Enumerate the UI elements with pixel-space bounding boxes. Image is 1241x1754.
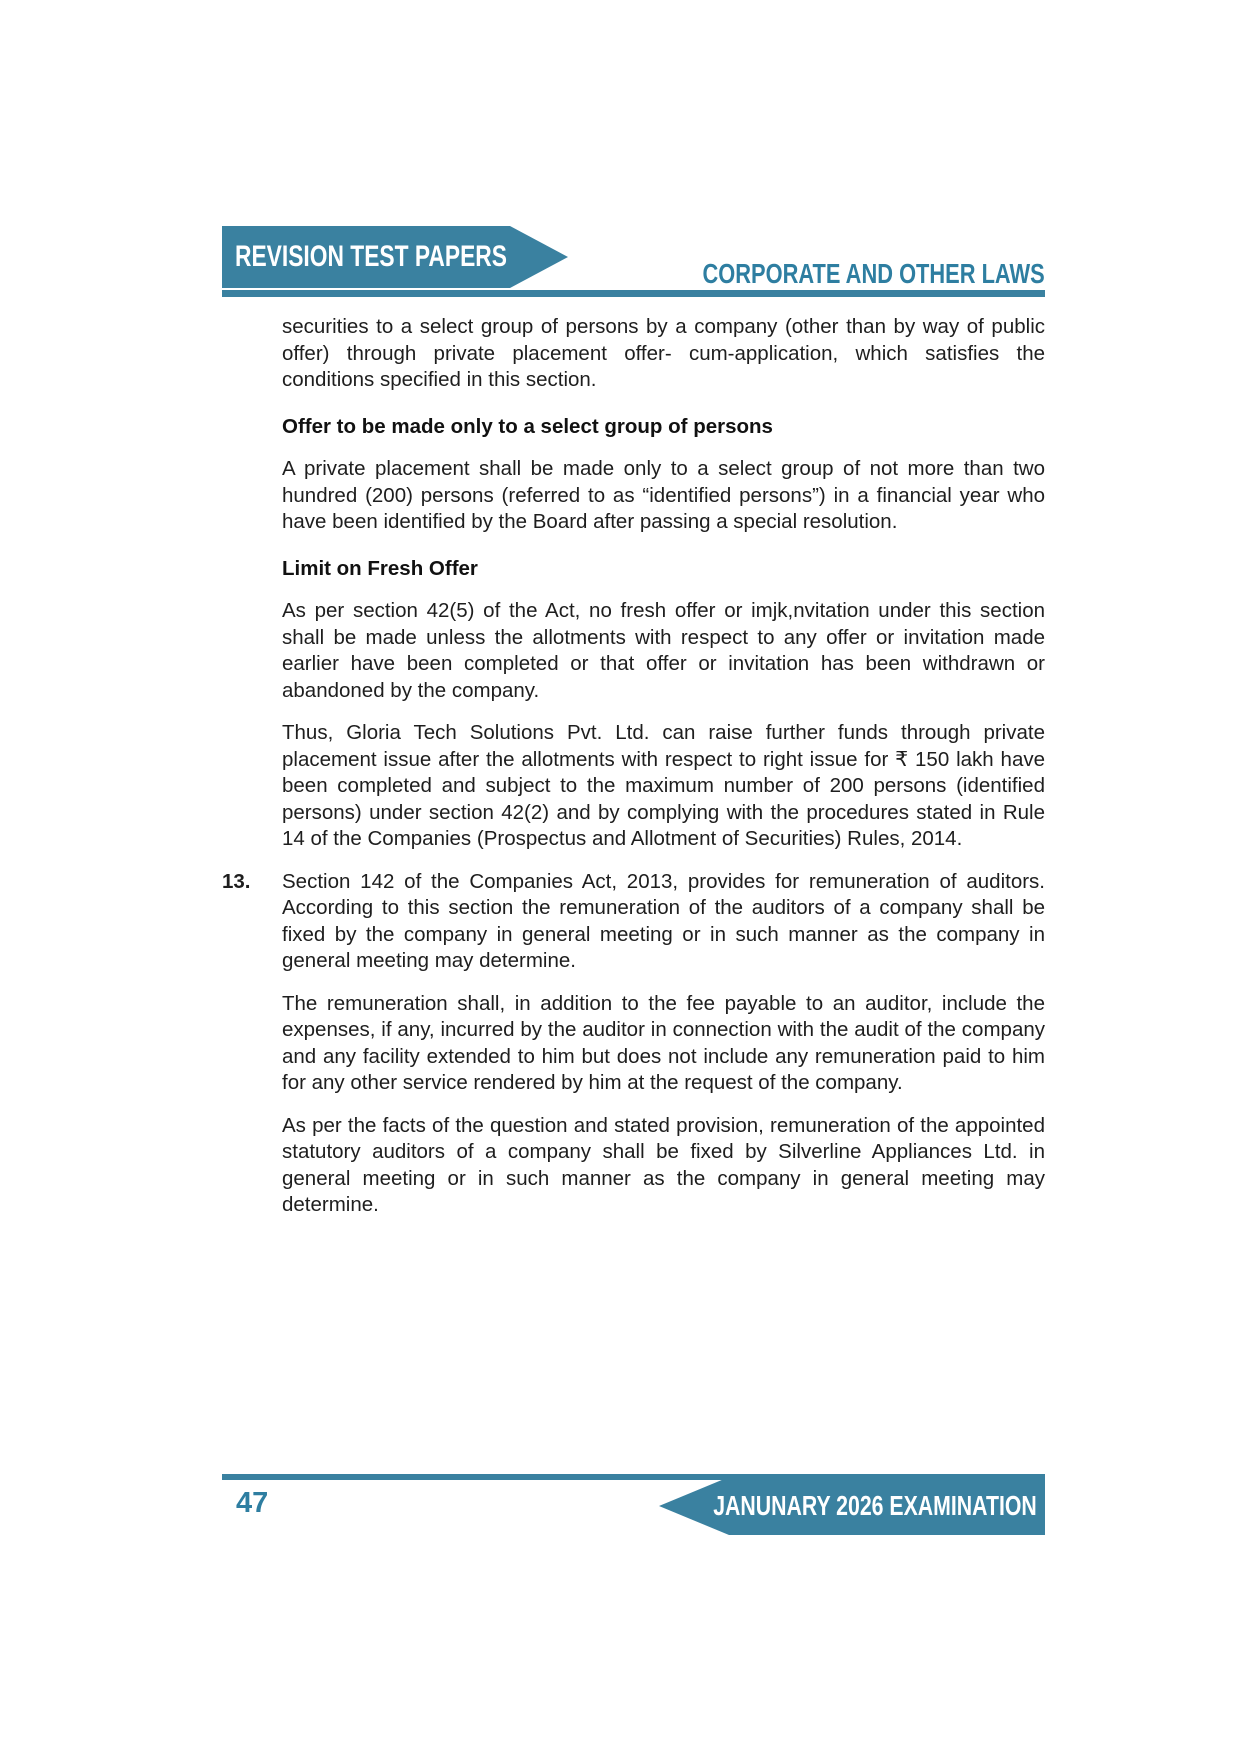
paragraph: The remuneration shall, in addition to the fee payable to an auditor, include the expenses, if any, incurred by the auditor in connection with the audit of the company and any facility extended to him but does not include any remuneration paid to him for any other service rendered by him at the request of the company. <box>282 991 1045 1094</box>
subject-title: CORPORATE AND OTHER LAWS <box>702 258 1045 289</box>
paragraph: Thus, Gloria Tech Solutions Pvt. Ltd. can raise further funds through private placement issue after the allotments with respect to right issue for ₹ 150 lakh have been completed and subject to the maximum number of 200 persons (identified persons) under section 42(2) and by complying with the procedures stated in Rule 14 of the Companies (Prospectus and Allotment of Securities) Rules, 2014. <box>282 721 1045 850</box>
document-content <box>222 314 1045 1235</box>
header-banner-label: REVISION TEST PAPERS <box>235 240 507 273</box>
footer-banner-label: JANUNARY 2026 EXAMINATION <box>713 1490 1037 1521</box>
numbered-item <box>222 869 1045 975</box>
header-rule <box>222 290 1045 297</box>
section-heading: Limit on Fresh Offer <box>282 556 478 580</box>
paragraph: securities to a select group of persons by a company (other than by way of public offer) through private placement offer- cum-application, which satisfies the conditions specified in this section. <box>282 315 1045 391</box>
item-number: 13. <box>222 869 251 893</box>
paragraph: As per section 42(5) of the Act, no fresh offer or imjk,nvitation under this section shall be made unless the allotments with respect to any offer or invitation made earlier have been completed or that offer or invitation has been withdrawn or abandoned by the company. <box>282 599 1045 702</box>
item-text: Section 142 of the Companies Act, 2013, provides for remuneration of auditors. According to this section the remuneration of the auditors of a company shall be fixed by the company in general meeting or in such manner as the company in general meeting may determine. <box>282 869 1045 972</box>
paragraph: A private placement shall be made only to a select group of not more than two hundred (200) persons (referred to as “identified persons”) in a financial year who have been identified by the Board after passing a special resolution. <box>282 457 1045 533</box>
page-number: 47 <box>236 1487 269 1519</box>
paragraph: As per the facts of the question and stated provision, remuneration of the appointed statutory auditors of a company shall be fixed by Silverline Appliances Ltd. in general meeting or in such manner as the company in general meeting may determine. <box>282 1113 1045 1216</box>
section-heading: Offer to be made only to a select group of persons <box>282 414 773 438</box>
footer-banner <box>659 1477 1045 1535</box>
header-banner <box>222 226 568 288</box>
